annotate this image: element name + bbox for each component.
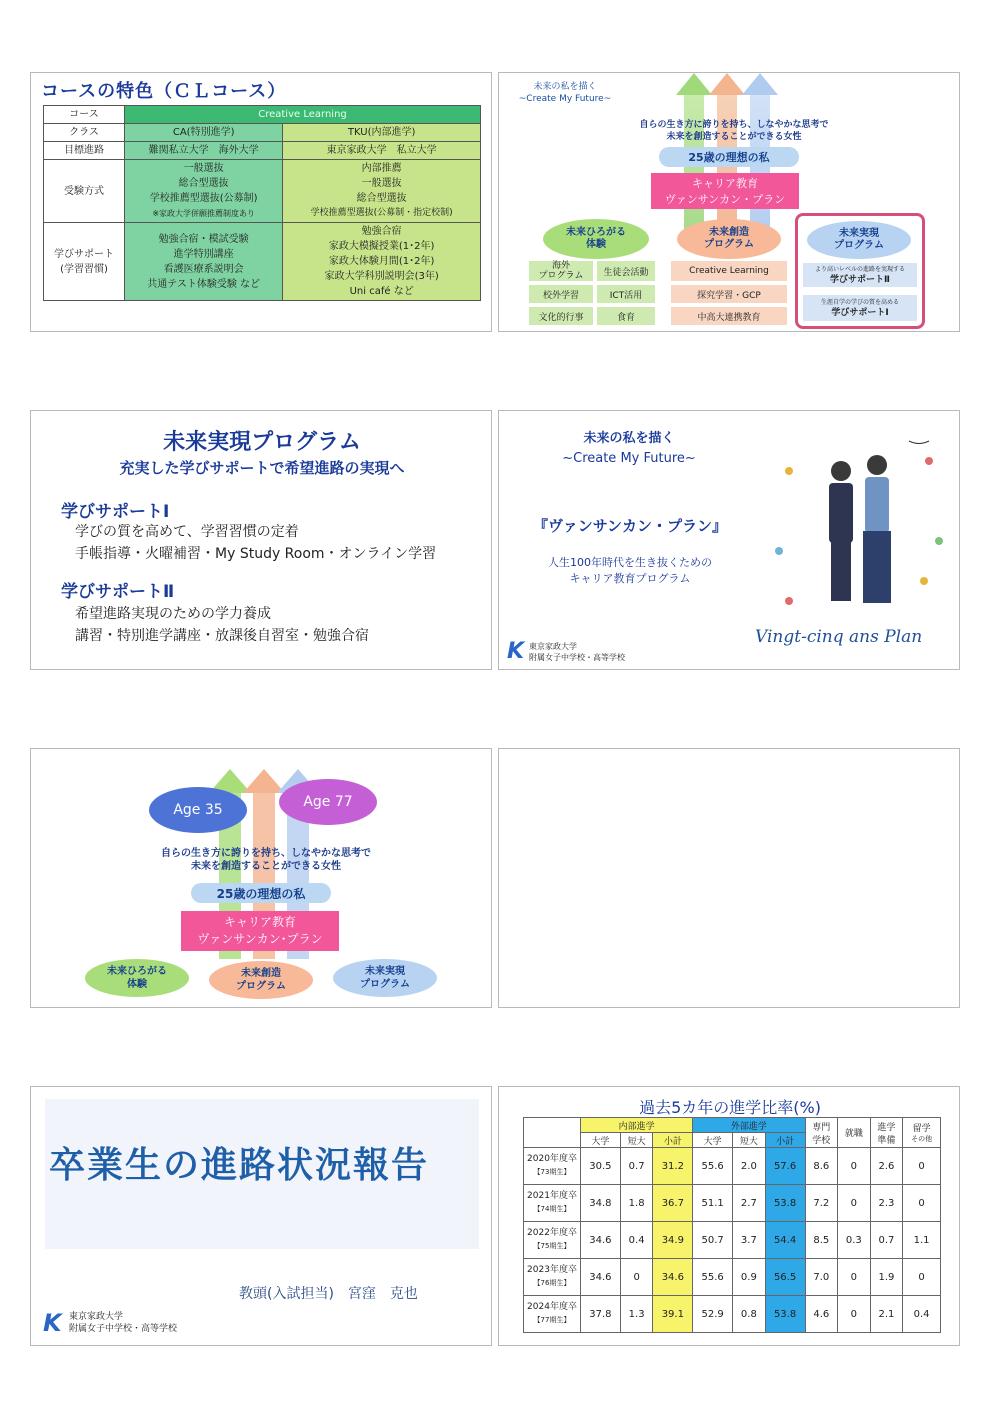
table-row: [44, 223, 481, 301]
value-cell: 7.0: [805, 1259, 838, 1296]
presenter: 教頭(入試担当) 宮窪 克也: [239, 1286, 418, 1302]
value-cell: 2.3: [870, 1185, 903, 1222]
plan-title: 『ヴァンサンカン・プラン』: [532, 517, 728, 535]
value-cell: 1.9: [870, 1259, 903, 1296]
header-cell: 小計: [765, 1133, 805, 1148]
cell-note: ※家政大学併願推薦制度あり: [152, 209, 256, 218]
value-cell: 0: [838, 1259, 871, 1296]
cohort-label: 【75期生】: [533, 1242, 571, 1250]
ca-cell: [125, 160, 283, 223]
pill-future-realize: [807, 221, 911, 259]
value-cell: 37.8: [581, 1296, 621, 1333]
value-cell: 30.5: [581, 1148, 621, 1185]
box-food-education: 食育: [597, 307, 655, 325]
ca-cell: CA(特別進学): [125, 124, 283, 142]
box-line: プログラム: [538, 271, 584, 281]
value-cell: 2.0: [733, 1148, 766, 1185]
header-cell: [524, 1118, 581, 1148]
pill-future-create: [209, 961, 313, 999]
age-35-bubble: Age 35: [149, 787, 247, 833]
pill-line: プログラム: [236, 981, 286, 992]
course-table: [43, 105, 481, 301]
value-cell: 2.7: [733, 1185, 766, 1222]
box-collab: 中高大連携教育: [671, 307, 787, 325]
support-2-line: 希望進路実現のための学力養成: [75, 606, 271, 622]
value-cell: 0.7: [620, 1148, 653, 1185]
table-row: [524, 1259, 941, 1296]
value-cell: 0: [838, 1185, 871, 1222]
support-2-line: 講習・特別進学講座・放課後自習室・勉強合宿: [75, 628, 369, 644]
school-name: 附属女子中学校・高等学校: [69, 1324, 178, 1334]
header-senmon: [805, 1118, 838, 1148]
value-cell: 0.4: [620, 1222, 653, 1259]
school-logo-icon: K: [43, 1309, 62, 1337]
box-culture: 文化的行事: [529, 307, 593, 325]
value-cell: 53.8: [765, 1185, 805, 1222]
box-support-2: [803, 263, 917, 287]
value-cell: 34.6: [581, 1222, 621, 1259]
plan-script: Vingt-cinq ans Plan: [755, 627, 923, 647]
pill-line: 未来創造: [241, 968, 281, 979]
tku-cell: [283, 223, 481, 301]
value-cell: 34.6: [581, 1259, 621, 1296]
header-cell: 短大: [620, 1133, 653, 1148]
ideal-line: 未来を創造することができる女性: [191, 861, 341, 872]
box-line: 海外: [551, 261, 570, 271]
cell-line: 学校推薦型選抜(公募制): [149, 193, 258, 204]
pill-line: 体験: [127, 979, 147, 990]
pill-line: プログラム: [834, 240, 884, 251]
value-cell: 0: [620, 1259, 653, 1296]
value-cell: 0.9: [733, 1259, 766, 1296]
slide-subheading: ~Create My Future~: [562, 451, 696, 466]
table-row: [44, 142, 481, 160]
value-cell: 4.6: [805, 1296, 838, 1333]
course-label: コース: [44, 106, 125, 124]
header-line: 学校: [812, 1135, 831, 1146]
table-row: [44, 160, 481, 223]
career-line: キャリア教育: [692, 177, 758, 190]
value-cell: 57.6: [765, 1148, 805, 1185]
value-cell: 52.9: [693, 1296, 733, 1333]
age-77-bubble: Age 77: [279, 779, 377, 825]
header-cell: 小計: [653, 1133, 693, 1148]
pill-line: プログラム: [704, 239, 754, 250]
year-cell: [524, 1185, 581, 1222]
pill-future-expand: [543, 219, 649, 259]
table-row: [44, 124, 481, 142]
slide-heading: 未来の私を描く: [533, 82, 597, 92]
ideal-line: 自らの生き方に誇りを持ち、しなやかな思考で: [161, 848, 371, 859]
value-cell: 7.2: [805, 1185, 838, 1222]
table-row: [524, 1148, 941, 1185]
cell-line: 看護医療系説明会: [163, 263, 244, 275]
value-cell: 50.7: [693, 1222, 733, 1259]
ideal-line: 未来を創造することができる女性: [666, 132, 802, 142]
box-note: 生涯自学の学びの質を高める: [820, 299, 899, 306]
value-cell: 36.7: [653, 1185, 693, 1222]
plan-desc: キャリア教育プログラム: [569, 572, 691, 585]
value-cell: 8.5: [805, 1222, 838, 1259]
ca-cell: 難関私立大学 海外大学: [125, 142, 283, 160]
cell-line: 勉強合宿: [361, 226, 402, 237]
course-name: Creative Learning: [125, 106, 481, 124]
pill-line: 未来ひろがる: [107, 966, 167, 977]
tku-cell: [283, 160, 481, 223]
slide-graduate-report-title: [30, 1086, 492, 1346]
career-line: キャリア教育: [223, 915, 296, 929]
box-ict: ICT活用: [597, 285, 655, 303]
arrow-head-icon: [742, 73, 778, 95]
school-name: 附属女子中学校・高等学校: [529, 653, 625, 662]
career-line: ヴァンサンカン・プラン: [664, 193, 786, 206]
pill-future-realize: [333, 959, 437, 997]
value-cell: 0: [838, 1296, 871, 1333]
cohort-label: 【77期生】: [533, 1316, 571, 1324]
value-cell: 0.8: [733, 1296, 766, 1333]
value-cell: 51.1: [693, 1185, 733, 1222]
value-cell: 2.6: [870, 1148, 903, 1185]
header-shushoku: 就職: [838, 1118, 871, 1148]
table-row: [524, 1222, 941, 1259]
year-label: 2022年度卒: [527, 1228, 577, 1238]
header-internal: 内部進学: [581, 1118, 693, 1133]
pill-line: 体験: [586, 239, 606, 250]
header-shingaku: [870, 1118, 903, 1148]
row-label: 受験方式: [44, 160, 125, 223]
box-note: より高いレベルの進路を実現する: [814, 266, 905, 273]
school-name: 東京家政大学: [529, 642, 577, 651]
value-cell: 1.3: [620, 1296, 653, 1333]
value-cell: 0: [903, 1259, 941, 1296]
ideal-line: 自らの生き方に誇りを持ち、しなやかな思考で: [639, 120, 829, 130]
value-cell: 2.1: [870, 1296, 903, 1333]
cohort-label: 【74期生】: [533, 1205, 571, 1213]
box-line: 学びサポートⅠ: [831, 308, 889, 318]
row-label: [44, 223, 125, 301]
cell-line: 勉強合宿・模試受験: [158, 233, 249, 245]
cell-line: 総合型選抜: [356, 193, 407, 204]
plan-desc: 人生100年時代を生き抜くための: [548, 556, 712, 569]
slide-subtitle: 充実した学びサポートで希望進路の実現へ: [119, 459, 405, 477]
row-label: 目標進路: [44, 142, 125, 160]
cell-line: 進学特別講座: [173, 248, 234, 260]
header-line: 留学: [912, 1124, 931, 1134]
box-student-council: 生徒会活動: [597, 261, 655, 281]
header-cell: 短大: [733, 1133, 766, 1148]
cell-line: 一般選抜: [183, 163, 224, 174]
ca-cell: [125, 223, 283, 301]
support-1-line: 手帳指導・火曜補習・My Study Room・オンライン学習: [75, 546, 437, 562]
pill-line: 未来実現: [365, 966, 405, 977]
value-cell: 54.4: [765, 1222, 805, 1259]
tku-cell: 東京家政大学 私立大学: [283, 142, 481, 160]
value-cell: 0: [838, 1148, 871, 1185]
age-25-label: 25歳の理想の私: [659, 147, 799, 167]
table-title: 過去5カ年の進学比率(%): [639, 1098, 821, 1117]
slide-blank: [498, 748, 960, 1008]
pill-line: 未来ひろがる: [566, 227, 626, 238]
value-cell: 0: [903, 1185, 941, 1222]
pill-future-create: [677, 219, 781, 259]
value-cell: 8.6: [805, 1148, 838, 1185]
value-cell: 39.1: [653, 1296, 693, 1333]
box-support-1: [803, 295, 917, 321]
value-cell: 3.7: [733, 1222, 766, 1259]
year-label: 2024年度卒: [527, 1302, 577, 1312]
support-2-heading: 学びサポートⅡ: [61, 582, 175, 602]
box-line: 学びサポートⅡ: [830, 275, 890, 285]
slide-create-my-future-diagram: [498, 72, 960, 332]
cell-line: 家政大模擬授業(1･2年): [328, 241, 435, 252]
table-row: [524, 1296, 941, 1333]
header-line: 専門: [812, 1122, 831, 1133]
cell-line: 一般選抜: [361, 178, 402, 189]
support-1-line: 学びの質を高めて、学習習慣の定着: [75, 524, 299, 540]
slide-title: 未来実現プログラム: [163, 430, 361, 455]
arrow-head-icon: [709, 73, 745, 95]
pill-line: 未来創造: [709, 227, 749, 238]
header-line: 準備: [877, 1135, 896, 1146]
cohort-label: 【76期生】: [533, 1279, 571, 1287]
career-line: ヴァンサンカン･プラン: [197, 932, 323, 946]
rates-table: [523, 1117, 941, 1333]
tku-cell: TKU(内部進学): [283, 124, 481, 142]
value-cell: 55.6: [693, 1148, 733, 1185]
value-cell: 0.3: [838, 1222, 871, 1259]
header-cell: 大学: [693, 1133, 733, 1148]
table-row: [44, 106, 481, 124]
pill-line: プログラム: [360, 979, 410, 990]
header-ryugaku: [903, 1118, 941, 1148]
box-inquiry: 探究学習・GCP: [671, 285, 787, 303]
value-cell: 1.1: [903, 1222, 941, 1259]
row-label-line: (学習習慣): [60, 263, 108, 275]
career-education-box: [181, 911, 339, 951]
cell-line: 共通テスト体験受験 など: [147, 278, 261, 290]
box-overseas: [529, 261, 593, 281]
age-25-label: 25歳の理想の私: [191, 883, 331, 903]
row-label: クラス: [44, 124, 125, 142]
value-cell: 34.6: [653, 1259, 693, 1296]
cell-line: 学校推薦型選抜(公募制・指定校制): [310, 208, 453, 218]
value-cell: 34.8: [581, 1185, 621, 1222]
table-header-row: [524, 1118, 941, 1133]
cohort-label: 【73期生】: [533, 1168, 571, 1176]
box-field-trip: 校外学習: [529, 285, 593, 303]
header-external: 外部進学: [693, 1118, 805, 1133]
header-line: その他: [911, 1135, 933, 1143]
rates-body: [524, 1148, 941, 1333]
year-label: 2021年度卒: [527, 1191, 577, 1201]
value-cell: 0: [903, 1148, 941, 1185]
school-name: 東京家政大学: [69, 1312, 124, 1322]
slide-future-realize-program: [30, 410, 492, 670]
value-cell: 53.8: [765, 1296, 805, 1333]
year-cell: [524, 1259, 581, 1296]
slide-title: 卒業生の進路状況報告: [49, 1145, 430, 1186]
year-cell: [524, 1222, 581, 1259]
table-row: [524, 1185, 941, 1222]
year-label: 2020年度卒: [527, 1154, 577, 1164]
slide-heading: 未来の私を描く: [583, 431, 675, 446]
value-cell: 1.8: [620, 1185, 653, 1222]
cell-line: 内部推薦: [361, 163, 402, 174]
year-cell: [524, 1296, 581, 1333]
slide-title: コースの特色（ＣＬコース）: [41, 81, 287, 102]
slide-age-diagram: [30, 748, 492, 1008]
career-education-box: [651, 173, 799, 209]
header-cell: 大学: [581, 1133, 621, 1148]
value-cell: 31.2: [653, 1148, 693, 1185]
year-label: 2023年度卒: [527, 1265, 577, 1275]
row-label-line: 学びサポート: [54, 248, 114, 260]
value-cell: 34.9: [653, 1222, 693, 1259]
cell-line: 家政大体験月間(1･2年): [328, 256, 435, 267]
value-cell: 0.7: [870, 1222, 903, 1259]
support-1-heading: 学びサポートⅠ: [61, 502, 170, 522]
cell-line: 家政大学科別説明会(3年): [324, 271, 439, 282]
students-illustration: [759, 431, 959, 631]
pill-future-expand: [85, 959, 189, 997]
value-cell: 0.4: [903, 1296, 941, 1333]
slide-advancement-rates: [498, 1086, 960, 1346]
arrow-head-icon: [676, 73, 712, 95]
header-line: 進学: [877, 1122, 896, 1133]
slide-course-features: [30, 72, 492, 332]
year-cell: [524, 1148, 581, 1185]
cell-line: Uni café など: [349, 286, 414, 297]
value-cell: 56.5: [765, 1259, 805, 1296]
slide-vingt-cinq-plan: [498, 410, 960, 670]
pill-line: 未来実現: [839, 228, 879, 239]
box-creative-learning: Creative Learning: [671, 261, 787, 281]
slide-subheading: ~Create My Future~: [518, 94, 612, 104]
cell-line: 総合型選抜: [178, 178, 229, 189]
value-cell: 55.6: [693, 1259, 733, 1296]
school-logo-icon: K: [507, 639, 525, 664]
